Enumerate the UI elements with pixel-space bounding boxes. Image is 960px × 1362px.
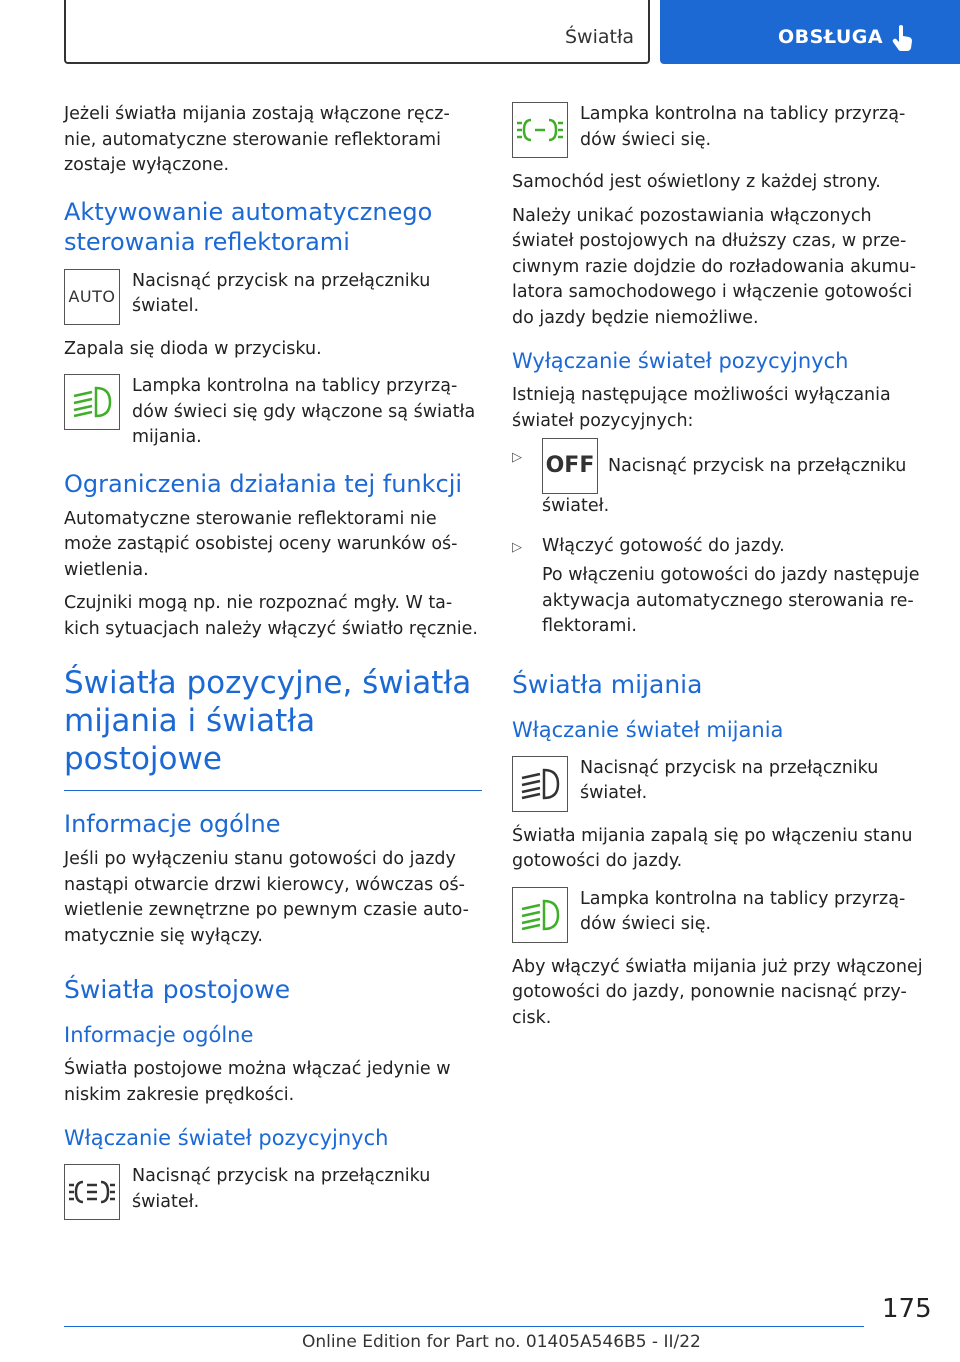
step-2 (512, 534, 932, 644)
parking-paragraph: Światła postojowe można włączać jedynie w niskim zakresie prędkości. (64, 1059, 451, 1105)
heading-general-info: Informacje ogólne (64, 810, 281, 838)
right-column (512, 102, 932, 1039)
general-paragraph: Jeśli po wyłączeniu stanu gotowości do jazdy nastąpi otwarcie drzwi kierowcy, wówczas oś-wietlenie zewnętrzne po pewnym czasie auto-matycznie się wyłączy. (64, 849, 469, 946)
low-beam-button-row (512, 756, 932, 812)
heading-limits: Ograniczenia działania tej funkcji (64, 469, 463, 498)
options-paragraph: Istnieją następujące możliwości wyłączania świateł pozycyjnych: (512, 385, 891, 431)
auto-button-row (64, 269, 482, 325)
low-ready-paragraph: Światła mijania zapalą się po włączeniu stanu gotowości do jazdy. (512, 825, 913, 871)
footer-edition: Online Edition for Part no. 01405A546B5 - II/22 (302, 1332, 701, 1352)
chapter-tab (64, 0, 650, 64)
position-indicator-icon (512, 102, 568, 158)
intro-paragraph: Jeżeli światła mijania zostają włączone ręcz- nie, automatyczne sterowanie reflektorami zostaje wyłączone. (64, 104, 450, 175)
position-indicator-row (512, 102, 932, 158)
triangle-bullet-icon: ▷ (512, 539, 522, 555)
footer-divider (64, 1326, 864, 1327)
heading-low-beam: Światła mijania (512, 669, 703, 699)
diode-paragraph: Zapala się dioda w przycisku. (64, 338, 322, 359)
heading-parking-general: Informacje ogólne (64, 1023, 254, 1047)
limits-paragraph-1: Automatyczne sterowanie reflektorami nie może zastąpić osobistej oceny warunków oś-wietlenia. (64, 508, 458, 580)
low-indicator-instruction: Lampka kontrolna na tablicy przyrzą-dów świeci się. (580, 888, 906, 934)
auto-instruction: Nacisnąć przycisk na przełączniku światel. (132, 270, 431, 316)
left-column (64, 102, 482, 1232)
low-beam-indicator-icon (512, 887, 568, 943)
main-heading: Światła pozycyjne, światła mijania i światła postojowe (64, 664, 482, 791)
triangle-bullet-icon: ▷ (512, 450, 522, 465)
position-button-row (64, 1164, 482, 1220)
limits-paragraph-2: Czujniki mogą np. nie rozpoznać mgły. W ta-kich sytuacjach należy włączyć światło ręcznie. (64, 593, 478, 639)
section-label: OBSŁUGA (778, 26, 884, 48)
step-1 (512, 444, 932, 524)
heading-position-off: Wyłączanie świateł pozycyjnych (512, 349, 849, 373)
chapter-title: Światła (564, 26, 634, 48)
position-lights-icon (64, 1164, 120, 1220)
page-number: 175 (882, 1294, 932, 1324)
section-tab[interactable] (660, 0, 960, 64)
low-beam-icon (512, 756, 568, 812)
heading-activate-auto: Aktywowanie automatycznego sterowania reflektorami (64, 197, 433, 256)
step-1-text: Nacisnąć przycisk na przełączniku świateł. (542, 456, 907, 516)
heading-parking-lights: Światła postojowe (64, 975, 291, 1004)
lit-paragraph: Samochód jest oświetlony z każdej strony. (512, 172, 881, 192)
step-2-text: Włączyć gotowość do jazdy. (542, 535, 785, 556)
step-2-detail: Po włączeniu gotowości do jazdy następuje aktywacja automatycznego sterowania re-flektorami. (542, 565, 920, 636)
low-beam-indicator-icon (64, 374, 120, 430)
pointing-hand-icon (892, 24, 914, 56)
heading-position-on: Włączanie świateł pozycyjnych (64, 1126, 389, 1150)
position-indicator-instruction: Lampka kontrolna na tablicy przyrzą-dów świeci się. (580, 104, 906, 150)
auto-button-icon: AUTO (64, 269, 120, 325)
heading-low-beam-on: Włączanie świateł mijania (512, 717, 784, 742)
low-indicator-row (512, 887, 932, 943)
off-button-icon: OFF (542, 438, 598, 494)
low-beam-instruction: Nacisnąć przycisk na przełączniku świateł. (580, 757, 879, 803)
low-off-paragraph: Aby włączyć światła mijania już przy włączonej gotowości do jazdy, ponownie nacisnąć przy-cisk. (512, 956, 923, 1028)
auto-indicator-instruction: Lampka kontrolna na tablicy przyrzą-dów świeci się gdy włączone są światła mijania. (132, 376, 476, 447)
auto-indicator-row (64, 374, 482, 451)
position-instruction: Nacisnąć przycisk na przełączniku świateł. (132, 1166, 431, 1212)
avoid-paragraph: Należy unikać pozostawiania włączonych świateł postojowych na dłuższy czas, w prze-ciwnym razie dojdzie do rozładowania akumu-latora samochodowego i włączenie gotowości do jazdy będzie niemożliwe. (512, 205, 917, 328)
